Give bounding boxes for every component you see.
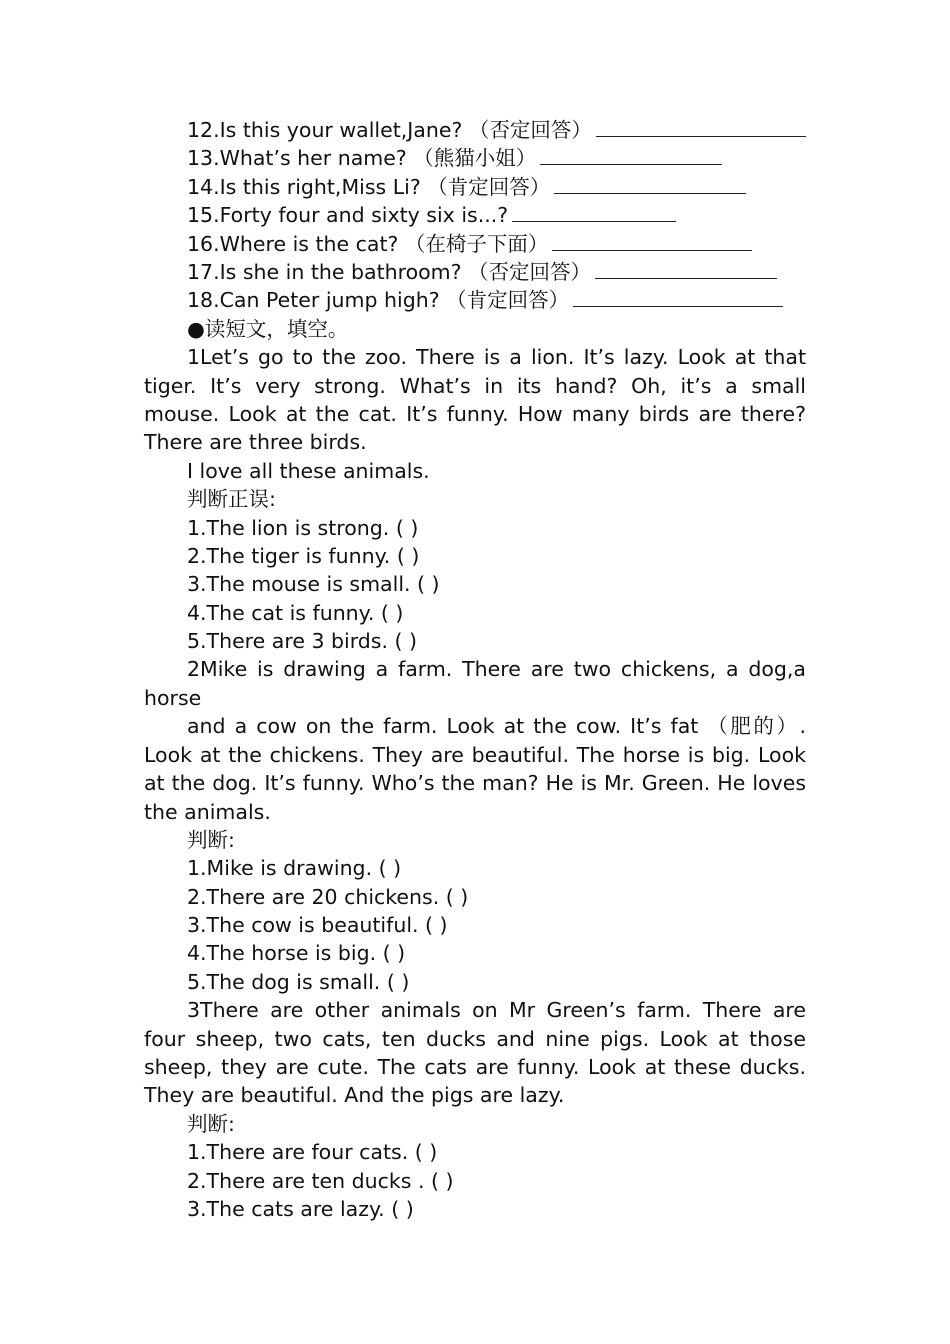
question-text: 13.What’s her name? （熊猫小姐）: [187, 146, 537, 171]
judge-item: 5.There are 3 birds. ( ): [187, 629, 418, 654]
question-12: [144, 116, 806, 144]
question-text: 14.Is this right,Miss Li? （肯定回答）: [187, 174, 551, 199]
judge-item: 2.There are 20 chickens. ( ): [187, 884, 469, 909]
passage-2-body: and a cow on the farm. Look at the cow. It’s fat （肥的）. Look at the chickens. They are beautiful. The horse is big. Look at the dog. It’s funny. Who’s the man? He is Mr. Green. He loves the animals.: [144, 714, 806, 824]
question-18: [144, 286, 806, 314]
answer-blank[interactable]: [554, 175, 746, 194]
question-text: 17.Is she in the bathroom? （否定回答）: [187, 259, 592, 284]
question-text: 15.Forty four and sixty six is...?: [187, 203, 509, 228]
passage-1-closing: I love all these animals.: [187, 458, 430, 483]
question-17: [144, 258, 806, 286]
judge-item: 1.There are four cats. ( ): [187, 1140, 438, 1165]
answer-blank[interactable]: [596, 118, 806, 137]
judge-item: 3.The cats are lazy. ( ): [187, 1197, 414, 1222]
passage-1: 1Let’s go to the zoo. There is a lion. It’s lazy. Look at that tiger. It’s very strong. What’s in its hand? Oh, it’s a small mouse. Look at the cat. It’s funny. How many birds are there? There are three birds.: [144, 345, 806, 455]
question-text: 18.Can Peter jump high? （肯定回答）: [187, 288, 570, 313]
judge-item: 1.The lion is strong. ( ): [187, 515, 419, 540]
judge-label-1: 判断正误:: [187, 487, 276, 512]
answer-blank[interactable]: [552, 232, 752, 251]
passage-3: 3There are other animals on Mr Green’s farm. There are four sheep, two cats, ten ducks and nine pigs. Look at those sheep, they are cute. The cats are funny. Look at these ducks. They are beautiful. And the pigs are lazy.: [144, 998, 806, 1108]
answer-blank[interactable]: [512, 203, 676, 222]
worksheet-page: [144, 116, 806, 1223]
judge-item: 3.The cow is beautiful. ( ): [187, 913, 448, 938]
question-text: 16.Where is the cat? （在椅子下面）: [187, 231, 549, 256]
question-text: 12.Is this your wallet,Jane? （否定回答）: [187, 118, 592, 142]
judge-item: 3.The mouse is small. ( ): [187, 572, 440, 597]
answer-blank[interactable]: [595, 260, 777, 279]
judge-label-3: 判断:: [187, 1111, 235, 1136]
question-15: [144, 201, 806, 229]
section-heading: ●读短文，填空。: [187, 316, 349, 341]
question-16: [144, 230, 806, 258]
answer-blank[interactable]: [540, 146, 722, 165]
judge-item: 2.There are ten ducks . ( ): [187, 1168, 454, 1193]
question-14: [144, 173, 806, 201]
question-13: [144, 144, 806, 172]
judge-label-2: 判断:: [187, 827, 235, 852]
judge-item: 4.The cat is funny. ( ): [187, 600, 404, 625]
answer-blank[interactable]: [573, 288, 783, 307]
passage-2-line1: 2Mike is drawing a farm. There are two chickens, a dog,a horse: [144, 657, 806, 710]
judge-item: 4.The horse is big. ( ): [187, 941, 406, 966]
judge-item: 1.Mike is drawing. ( ): [187, 856, 402, 881]
judge-item: 5.The dog is small. ( ): [187, 969, 410, 994]
judge-item: 2.The tiger is funny. ( ): [187, 543, 420, 568]
